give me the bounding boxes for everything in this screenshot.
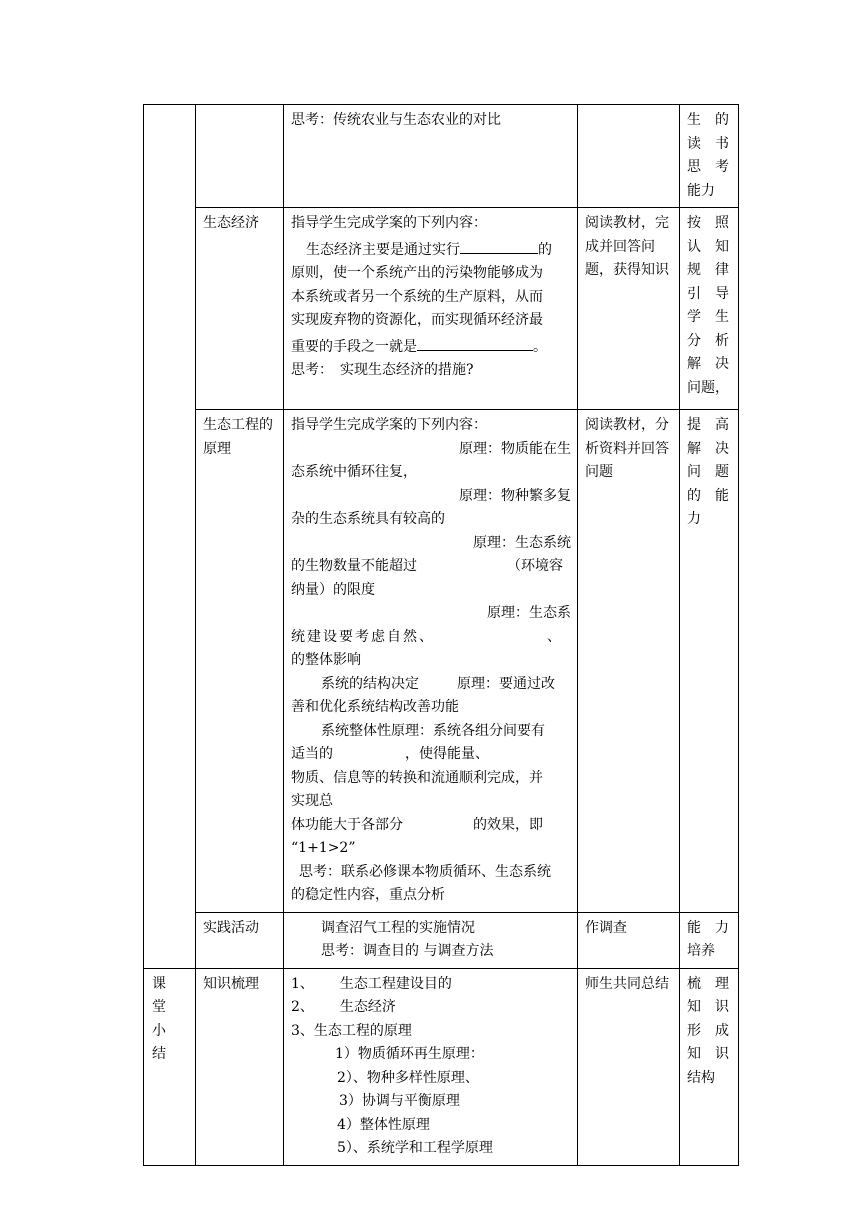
- content-cell: [284, 912, 578, 968]
- goal-line: 解 决: [687, 440, 729, 457]
- fill-blank: [417, 333, 533, 351]
- student-activity-cell: [578, 912, 680, 968]
- content-cell: [284, 968, 578, 1165]
- table-row: [144, 208, 739, 410]
- goal-line: 分 析: [687, 332, 729, 349]
- content-line: 本系统或者另一个系统的生产原料，从而: [291, 288, 543, 305]
- goal-line: 问题，: [687, 379, 729, 396]
- goal-line: 梳 理: [687, 975, 729, 992]
- content-line: 2）、物种多样性原理、: [337, 1069, 479, 1086]
- goal-line: 解 决: [687, 356, 729, 372]
- content-line: 原理：生态系统: [473, 534, 571, 551]
- content-line: 的整体影响: [291, 652, 361, 668]
- table-row: [144, 105, 739, 208]
- student-activity-text: 阅读教材，完成并回答问题，获得知识: [585, 215, 669, 278]
- content-line: 纳量）的限度: [291, 581, 375, 598]
- content-line: 实现总: [291, 793, 333, 809]
- content-line: 系统的结构决定 原理：要通过改: [321, 675, 555, 692]
- content-line: 原理：物质能在生: [459, 440, 571, 457]
- topic-cell: [196, 208, 284, 410]
- content-line: 5）、系统学和工程学原理: [337, 1140, 493, 1156]
- content-line: 系统整体性原理：系统各组分间要有: [321, 722, 545, 739]
- goal-line: 按 照: [687, 215, 729, 231]
- goal-line: 知 识: [687, 999, 729, 1015]
- table-row: [144, 410, 739, 913]
- goal-cell: [680, 208, 739, 410]
- think-text: 思考： 实现生态经济的措施?: [291, 362, 474, 378]
- content-line: 的生物数量不能超过 （环境容: [291, 558, 563, 574]
- content-line: 物质、信息等的转换和流通顺利完成，并: [291, 769, 543, 786]
- content-line: 态系统中循环往复，: [291, 464, 417, 480]
- goal-line: 能 力: [687, 919, 729, 936]
- goal-line: 培养: [687, 943, 715, 959]
- goal-line: 结构: [687, 1069, 715, 1086]
- content-line: 调查沼气工程的实施情况: [321, 919, 475, 936]
- student-activity-text: 阅读教材，分析资料并回答问题: [585, 417, 669, 480]
- content-cell: [284, 105, 578, 208]
- student-activity-cell: [578, 410, 680, 913]
- goal-line: 能力: [687, 182, 715, 199]
- content-line: 适当的 ，使得能量、: [291, 746, 489, 762]
- content-line: 的稳定性内容，重点分析: [291, 887, 445, 903]
- content-line: 实现废弃物的资源化，而实现循环经济最: [291, 312, 543, 328]
- goal-line: 形 成: [687, 1022, 729, 1039]
- goal-line: 引 导: [687, 285, 729, 302]
- lesson-plan-table: [143, 104, 739, 1166]
- content-line: 杂的生态系统具有较高的: [291, 511, 445, 527]
- goal-line: 思 考: [687, 159, 729, 175]
- stage-label: 课堂小结: [152, 975, 172, 1062]
- guide-text: 指导学生完成学案的下列内容：: [291, 417, 487, 433]
- topic-cell: [196, 410, 284, 913]
- topic-label: 生态工程的原理: [203, 417, 273, 457]
- goal-line: 认 知: [687, 238, 729, 255]
- content-line: 原理：物种繁多复: [459, 487, 571, 504]
- goal-line: 力: [687, 511, 701, 527]
- student-activity-text: 作调查: [585, 919, 627, 936]
- content-cell: [284, 208, 578, 410]
- stage-cell: [144, 105, 196, 969]
- content-line: 1、 生态工程建设目的: [291, 975, 452, 992]
- guide-text: 指导学生完成学案的下列内容：: [291, 215, 487, 231]
- topic-label: 实践活动: [203, 919, 259, 936]
- goal-cell: [680, 968, 739, 1165]
- topic-cell: [196, 105, 284, 208]
- topic-label: 知识梳理: [203, 975, 259, 992]
- topic-cell: [196, 912, 284, 968]
- content-line: 原理：生态系: [487, 605, 571, 621]
- goal-line: 问 题: [687, 464, 729, 480]
- content-cell: [284, 410, 578, 913]
- content-line: 重要的手段之一就是 。: [291, 333, 571, 360]
- goal-line: 的 能: [687, 487, 729, 504]
- student-activity-cell: [578, 208, 680, 410]
- goal-line: 知 识: [687, 1046, 729, 1062]
- goal-line: 读 书: [687, 135, 729, 152]
- goal-line: 规 律: [687, 262, 729, 278]
- think-text: 思考：调查目的 与调查方法: [321, 943, 494, 959]
- content-line: “1+1>2”: [291, 840, 356, 856]
- table-row: [144, 912, 739, 968]
- table-row: [144, 968, 739, 1165]
- content-line: 3、生态工程的原理: [291, 1022, 412, 1039]
- content-line: 善和优化系统结构改善功能: [291, 699, 459, 715]
- student-activity-cell: [578, 968, 680, 1165]
- content-line: 2、 生态经济: [291, 999, 396, 1015]
- fill-blank: [460, 236, 538, 254]
- goal-line: 生 的: [687, 112, 729, 128]
- goal-line: 提 高: [687, 417, 729, 433]
- goal-line: 学 生: [687, 309, 729, 325]
- content-line: 统建设要考虑自然、 、: [291, 628, 563, 645]
- think-text: 思考：联系必修课本物质循环、生态系统: [299, 863, 551, 880]
- content-line: 3）协调与平衡原理: [339, 1093, 460, 1109]
- content-line: 原则，使一个系统产出的污染物能够成为: [291, 265, 543, 281]
- goal-cell: [680, 105, 739, 208]
- student-activity-text: 师生共同总结: [585, 975, 669, 992]
- content-line: 1）物质循环再生原理：: [335, 1046, 484, 1062]
- topic-label: 生态经济: [203, 215, 259, 231]
- stage-cell: [144, 968, 196, 1165]
- topic-cell: [196, 968, 284, 1165]
- content-line: 体功能大于各部分 的效果，即: [291, 816, 543, 833]
- goal-cell: [680, 410, 739, 913]
- think-text: 思考：传统农业与生态农业的对比: [291, 112, 501, 128]
- goal-cell: [680, 912, 739, 968]
- content-line: 生态经济主要是通过实行 的: [291, 236, 571, 263]
- content-line: 4）整体性原理: [337, 1116, 430, 1133]
- student-activity-cell: [578, 105, 680, 208]
